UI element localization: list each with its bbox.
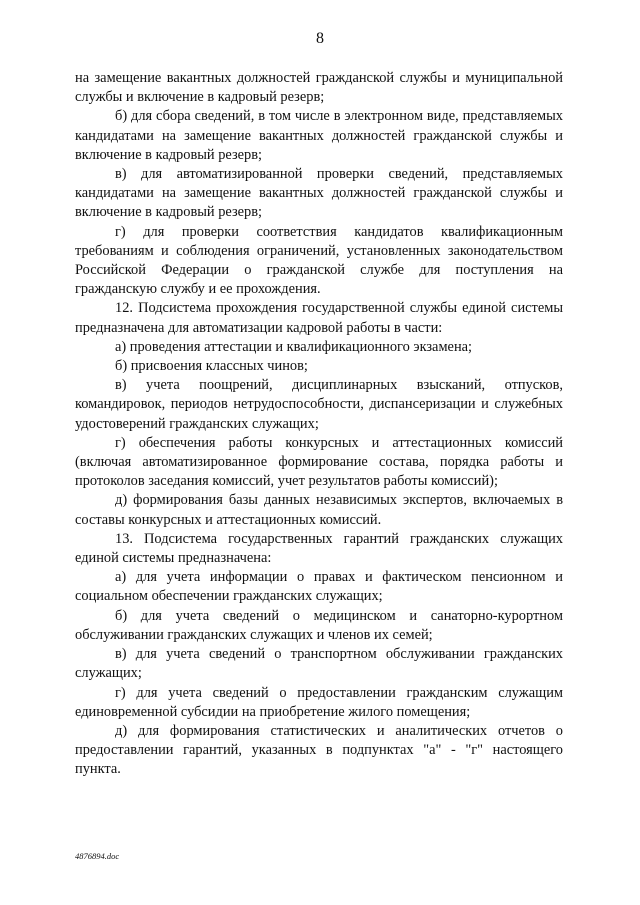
paragraph-12-item-g: г) обеспечения работы конкурсных и аттестационных комиссий (включая автоматизированное формирование состава, порядка работы и протоколов заседания комиссий, учет результатов работы комиссий); bbox=[75, 434, 563, 490]
paragraph-section-13: 13. Подсистема государственных гарантий гражданских служащих единой системы предназначена: bbox=[75, 530, 563, 567]
paragraph-item-v: в) для автоматизированной проверки сведений, представляемых кандидатами на замещение вакантных должностей гражданской службы и включение в кадровый резерв; bbox=[75, 166, 563, 221]
paragraph-section-12: 12. Подсистема прохождения государственной службы единой системы предназначена для автоматизации кадровой работы в части: bbox=[75, 300, 563, 336]
paragraph-12-item-v: в) учета поощрений, дисциплинарных взысканий, отпусков, командировок, периодов нетрудоспособности, диспансеризации и служебных удостоверений гражданских служащих; bbox=[75, 377, 563, 432]
paragraph-13-item-v: в) для учета сведений о транспортном обслуживании гражданских служащих; bbox=[75, 646, 563, 682]
paragraph-13-item-d: д) для формирования статистических и аналитических отчетов о предоставлении гарантий, указанных в подпунктах "а" - "г" настоящего пункта. bbox=[75, 722, 563, 778]
paragraph-13-item-b: б) для учета сведений о медицинском и санаторно-курортном обслуживании гражданских служащих и членов их семей; bbox=[75, 607, 563, 643]
paragraph-13-item-a: а) для учета информации о правах и фактическом пенсионном и социальном обеспечении гражданских служащих; bbox=[75, 569, 563, 605]
paragraph-12-item-b: б) присвоения классных чинов; bbox=[115, 358, 308, 375]
document-body bbox=[75, 69, 563, 780]
paragraph-continuation: на замещение вакантных должностей гражданской службы и муниципальной службы и включение в кадровый резерв; bbox=[75, 70, 563, 106]
page-number: 8 bbox=[316, 30, 324, 47]
footer-file-name: 4876894.doc bbox=[75, 851, 120, 861]
paragraph-12-item-a: а) проведения аттестации и квалификационного экзамена; bbox=[115, 338, 473, 355]
paragraph-13-item-g: г) для учета сведений о предоставлении гражданским служащим единовременной субсидии на приобретение жилого помещения; bbox=[75, 684, 563, 720]
paragraph-item-g: г) для проверки соответствия кандидатов квалификационным требованиям и соблюдения ограничений, установленных законодательством Российской Федерации о гражданской службе для поступления на гражданскую службу и ее прохождения. bbox=[75, 223, 563, 298]
paragraph-item-b: б) для сбора сведений, в том числе в электронном виде, представляемых кандидатами на замещение вакантных должностей гражданской службы и включение в кадровый резерв; bbox=[75, 108, 563, 163]
paragraph-12-item-d: д) формирования базы данных независимых экспертов, включаемых в составы конкурсных и аттестационных комиссий. bbox=[75, 492, 563, 528]
